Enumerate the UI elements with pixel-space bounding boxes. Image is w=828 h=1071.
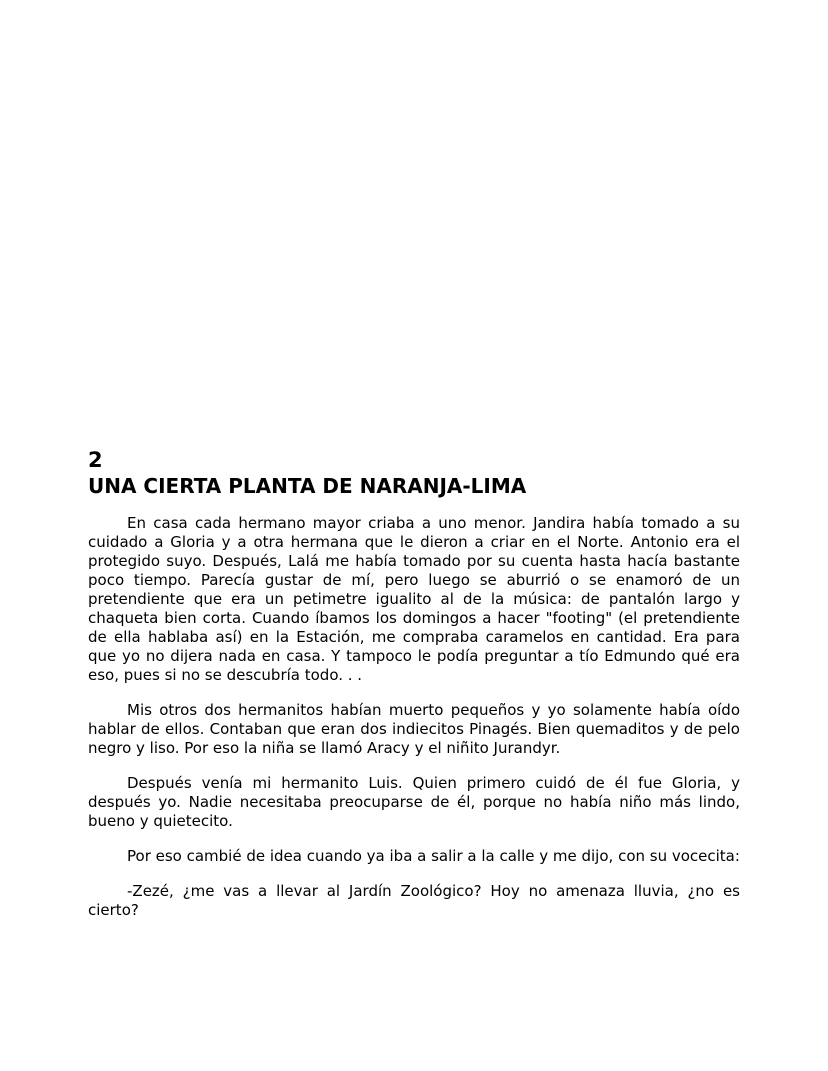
paragraph: -Zezé, ¿me vas a llevar al Jardín Zoológico? Hoy no amenaza lluvia, ¿no es cierto? bbox=[88, 882, 740, 919]
paragraph: Mis otros dos hermanitos habían muerto pequeños y yo solamente había oído hablar de ellos. Contaban que eran dos indiecitos Pinagés. Bien quemaditos y de pelo negro y liso. Por eso la niña se llamó Aracy y el niñito Jurandyr. bbox=[88, 701, 740, 757]
chapter-title: UNA CIERTA PLANTA DE NARANJA-LIMA bbox=[88, 474, 527, 498]
chapter-number: 2 bbox=[88, 448, 103, 472]
paragraph: Después venía mi hermanito Luis. Quien primero cuidó de él fue Gloria, y después yo. Nadie necesitaba preocuparse de él, porque no había niño más lindo, bueno y quietecito. bbox=[88, 774, 740, 830]
paragraph: Por eso cambié de idea cuando ya iba a salir a la calle y me dijo, con su vocecita: bbox=[127, 847, 740, 865]
paragraph: En casa cada hermano mayor criaba a uno menor. Jandira había tomado a su cuidado a Gloria y a otra hermana que le dieron a criar en el Norte. Antonio era el protegido suyo. Después, Lalá me había tomado por su cuenta hasta hacía bastante poco tiempo. Parecía gustar de mí, pero luego se aburrió o se enamoró de un pretendiente que era un petimetre igualito al de la música: de pantalón largo y chaqueta bien corta. Cuando íbamos los domingos a hacer "footing" (el pretendiente de ella hablaba así) en la Estación, me compraba caramelos en cantidad. Era para que yo no dijera nada en casa. Y tampoco le podía preguntar a tío Edmundo qué era eso, pues si no se descubría todo. . . bbox=[88, 514, 740, 684]
book-page bbox=[88, 447, 740, 936]
